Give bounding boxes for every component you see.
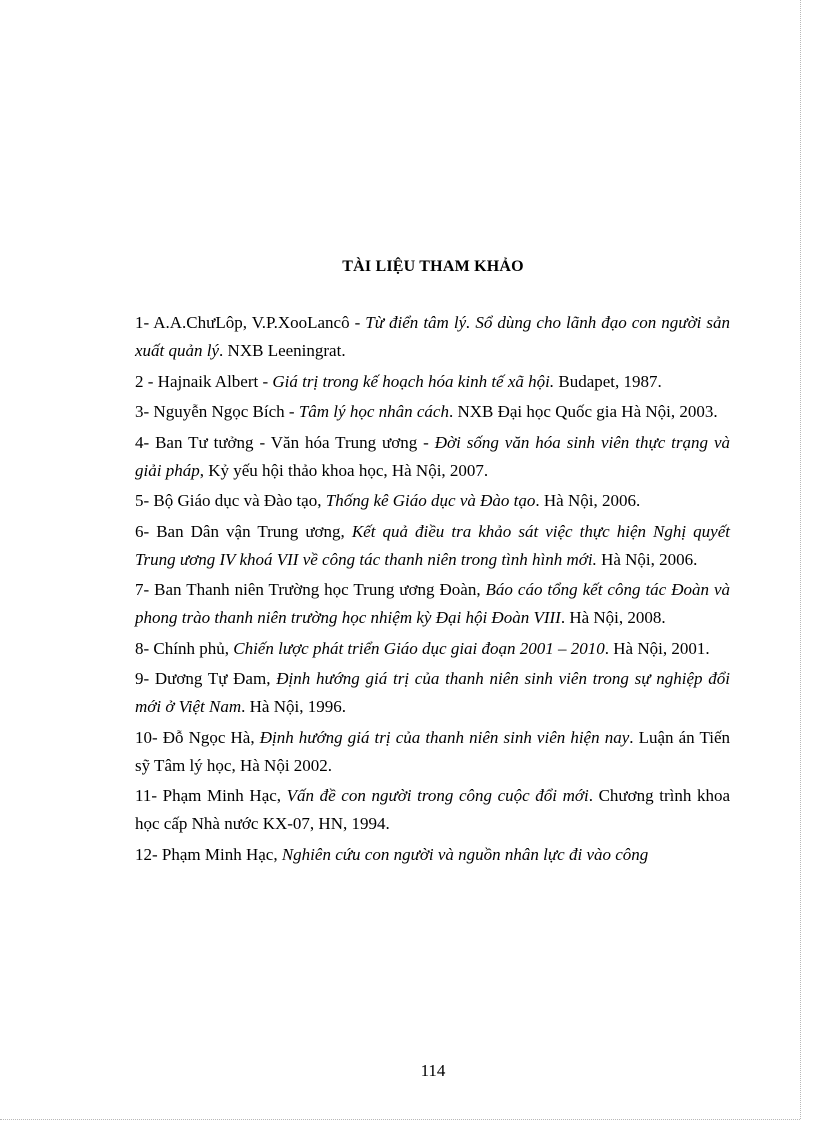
reference-authors: 11- Phạm Minh Hạc, bbox=[135, 786, 287, 805]
reference-title: Chiến lược phát triển Giáo dục giai đoạn 2001 – 2010 bbox=[233, 638, 605, 658]
reference-publisher: . Hà Nội, 2008. bbox=[560, 608, 666, 627]
reference-title: Định hướng giá trị của thanh niên sinh viên hiện nay bbox=[259, 727, 630, 747]
reference-publisher: . Luận án Tiến sỹ Tâm lý học, Hà Nội 2002. bbox=[135, 727, 730, 775]
page-title: TÀI LIỆU THAM KHẢO bbox=[342, 258, 524, 275]
page-border-bottom bbox=[0, 1119, 800, 1120]
reference-publisher: Hà Nội, 2006. bbox=[596, 549, 698, 569]
reference-title: Thống kê Giáo dục và Đào tạo bbox=[325, 491, 536, 510]
reference-authors: 10- Đỗ Ngọc Hà, bbox=[135, 727, 260, 747]
reference-item bbox=[135, 309, 730, 365]
reference-publisher: . Hà Nội, 2001. bbox=[604, 638, 710, 658]
reference-title: Định hướng giá trị của thanh niên sinh viên trong sự nghiệp đổi mới ở Việt Nam bbox=[135, 669, 730, 716]
reference-title: Nghiên cứu con người và nguồn nhân lực đi vào công bbox=[281, 844, 649, 864]
reference-authors: 5- Bộ Giáo dục và Đào tạo, bbox=[135, 491, 326, 510]
reference-publisher: , Kỷ yếu hội thảo khoa học, Hà Nội, 2007. bbox=[199, 460, 489, 480]
reference-title: Giá trị trong kế hoạch hóa kinh tế xã hội. bbox=[272, 371, 555, 391]
reference-item bbox=[135, 398, 730, 426]
reference-title: Đời sống văn hóa sinh viên thực trạng và giải pháp bbox=[135, 432, 730, 480]
reference-authors: 8- Chính phủ, bbox=[135, 638, 234, 658]
reference-list bbox=[135, 309, 730, 871]
reference-publisher: . NXB Leeningrat. bbox=[219, 341, 346, 360]
reference-publisher: Budapet, 1987. bbox=[554, 371, 662, 391]
reference-authors: 3- Nguyễn Ngọc Bích - bbox=[135, 402, 299, 421]
reference-item bbox=[135, 841, 730, 869]
reference-authors: 1- A.A.ChưLôp, V.P.XooLancô - bbox=[135, 313, 366, 332]
reference-publisher: . Hà Nội, 2006. bbox=[535, 491, 641, 510]
reference-item bbox=[135, 518, 730, 574]
reference-publisher: . NXB Đại học Quốc gia Hà Nội, 2003. bbox=[448, 402, 718, 421]
reference-authors: 6- Ban Dân vận Trung ương, bbox=[135, 521, 352, 541]
reference-item bbox=[135, 576, 730, 632]
reference-item bbox=[135, 368, 730, 396]
reference-title: Tâm lý học nhân cách bbox=[298, 402, 449, 421]
reference-item bbox=[135, 665, 730, 721]
reference-authors: 4- Ban Tư tưởng - Văn hóa Trung ương - bbox=[135, 432, 435, 452]
reference-authors: 2 - Hajnaik Albert - bbox=[135, 371, 273, 391]
reference-title: Từ điển tâm lý. Sổ dùng cho lãnh đạo con người sản xuất quản lý bbox=[135, 313, 730, 360]
reference-item bbox=[135, 429, 730, 485]
reference-title: Vấn đề con người trong công cuộc đổi mới bbox=[286, 786, 589, 805]
reference-publisher: . Hà Nội, 1996. bbox=[241, 697, 346, 716]
reference-publisher: . Chương trình khoa học cấp Nhà nước KX-07, HN, 1994. bbox=[135, 786, 730, 833]
reference-authors: 9- Dương Tự Đam, bbox=[135, 669, 277, 688]
reference-item bbox=[135, 635, 730, 663]
reference-authors: 12- Phạm Minh Hạc, bbox=[135, 844, 282, 864]
reference-item bbox=[135, 724, 730, 780]
page-number: 114 bbox=[420, 1061, 446, 1080]
reference-title: Kết quả điều tra khảo sát việc thực hiện Nghị quyết Trung ương IV khoá VII về công tác thanh niên trong tình hình mới. bbox=[135, 521, 730, 569]
page-border-right bbox=[800, 0, 801, 1119]
reference-item bbox=[135, 487, 730, 515]
reference-authors: 7- Ban Thanh niên Trường học Trung ương Đoàn, bbox=[135, 580, 486, 599]
reference-item bbox=[135, 782, 730, 838]
reference-title: Báo cáo tổng kết công tác Đoàn và phong trào thanh niên trường học nhiệm kỳ Đại hội Đoàn VIII bbox=[135, 580, 730, 627]
